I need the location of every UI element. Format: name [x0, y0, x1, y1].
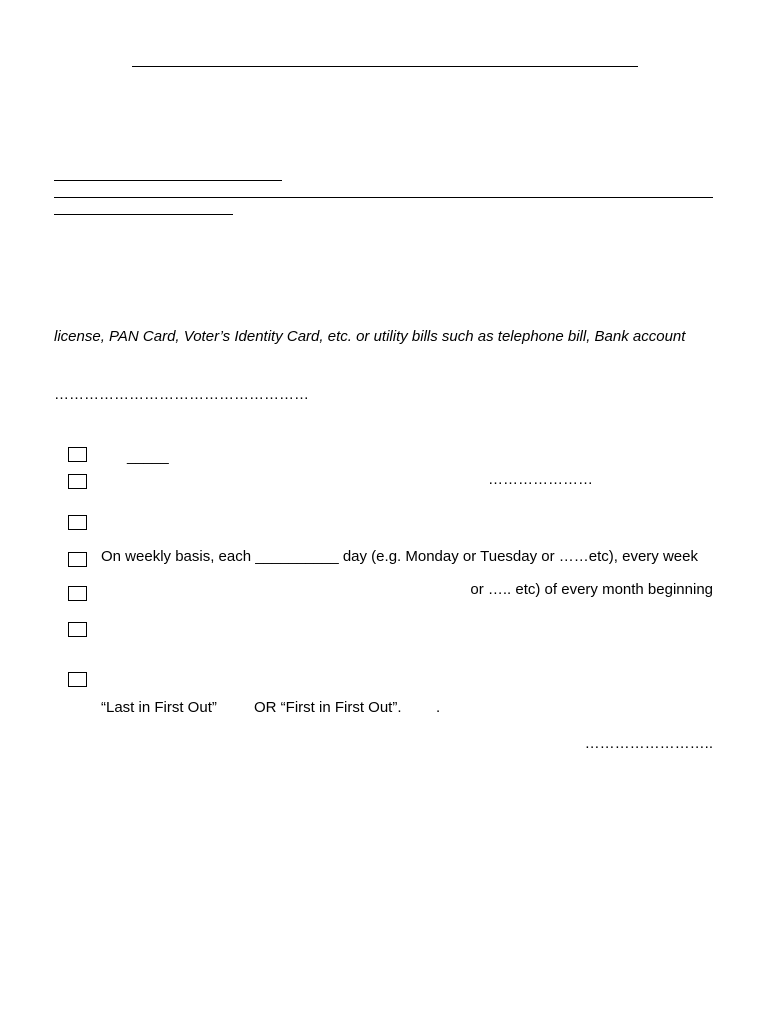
option-4-checkbox[interactable] — [68, 552, 87, 567]
option-5-checkbox[interactable] — [68, 586, 87, 601]
option-6-checkbox[interactable] — [68, 622, 87, 637]
option-4-text: On weekly basis, each __________ day (e.g. Monday or Tuesday or ……etc), every week — [101, 548, 698, 565]
option-1-checkbox[interactable] — [68, 447, 87, 462]
id-proof-text: license, PAN Card, Voter’s Identity Card, etc. or utility bills such as telephone bill, Bank account — [54, 328, 686, 345]
signature-field[interactable]: …………………….. — [584, 735, 713, 752]
option-2-checkbox[interactable] — [68, 474, 87, 489]
option-5-text: or ….. etc) of every month beginning — [470, 581, 713, 598]
option-2-dotted-field[interactable]: ………………… — [488, 471, 593, 488]
address-line-1 — [54, 197, 713, 198]
fifo-label: OR “First in First Out”. — [254, 699, 402, 716]
lifo-label: “Last in First Out” — [101, 699, 217, 716]
trailing-period: . — [436, 699, 441, 716]
title-line — [132, 66, 638, 67]
dotted-field[interactable]: …………………………………………… — [54, 386, 309, 403]
option-7-checkbox[interactable] — [68, 672, 87, 687]
option-3-checkbox[interactable] — [68, 515, 87, 530]
address-line-2 — [54, 214, 233, 215]
option-1-blank[interactable]: _____ — [127, 448, 169, 465]
section-heading-underline — [54, 180, 282, 181]
